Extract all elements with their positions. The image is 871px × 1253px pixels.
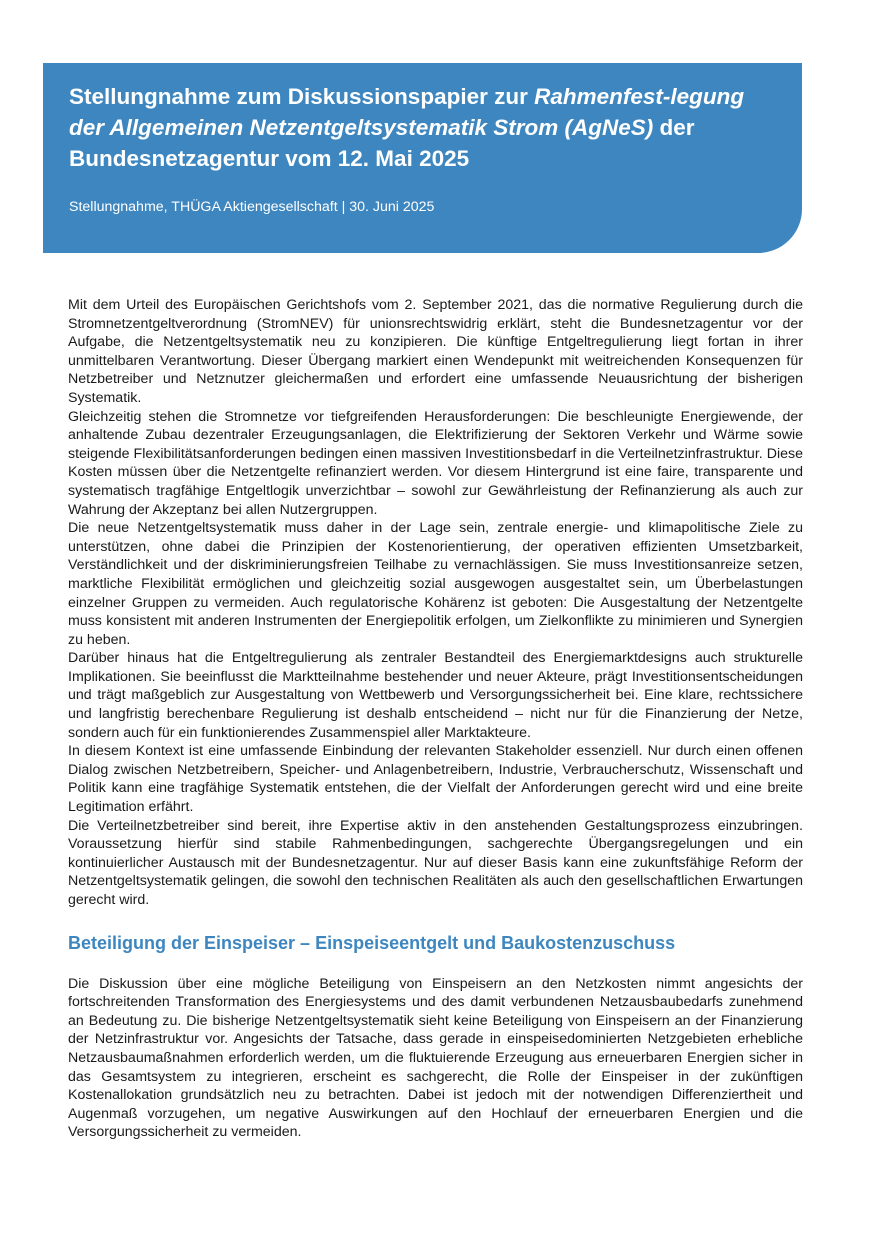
title-part-1: Stellungnahme zum Diskussionspapier zur — [69, 84, 535, 109]
paragraph-4: Darüber hinaus hat die Entgeltregulierung als zentraler Bestandteil des Energiemarktdesigns auch strukturelle Implikationen. Sie beeinflusst die Marktteilnahme bestehender und neuer Akteure, prägt Investitionsentscheidungen und trägt maßgeblich zur Ausgestaltung von Wettbewerb und Versorgungssicherheit bei. Eine klare, rechtssichere und langfristig berechenbare Regulierung ist deshalb entscheidend – nicht nur für die Finanzierung der Netze, sondern auch für ein funktionierendes Zusammenspiel aller Marktakteure. — [68, 650, 803, 741]
section-paragraph: Die Diskussion über eine mögliche Beteiligung von Einspeisern an den Netzkosten nimmt angesichts der fortschreitenden Transformation des Energiesystems und des damit verbundenen Netzausbaubedarfs zunehmend an Bedeutung zu. Die bisherige Netzentgeltsystematik sieht keine Beteiligung von Einspeisern an der Finanzierung der Netzinfrastruktur vor. Angesichts der Tatsache, dass gerade in einspeisedominierten Netzgebieten erhebliche Netzausbaumaßnahmen erforderlich werden, um die fluktuierende Erzeugung aus erneuerbaren Energien sicher in das Gesamtsystem zu integrieren, erscheint es sachgerecht, die Rolle der Einspeiser in der zukünftigen Kostenallokation grundsätzlich neu zu betrachten. Dabei ist jedoch mit der notwendigen Differenziertheit und Augenmaß vorzugehen, um negative Auswirkungen auf den Hochlauf der erneuerbaren Energien und die Versorgungssicherheit zu vermeiden. — [68, 975, 803, 1141]
paragraph-6: Die Verteilnetzbetreiber sind bereit, ihre Expertise aktiv in den anstehenden Gestaltungsprozess einzubringen. Voraussetzung hierfür sind stabile Rahmenbedingungen, sachgerechte Übergangsregelungen und ein kontinuierlicher Austausch mit der Bundesnetzagentur. Nur auf dieser Basis kann eine zukunftsfähige Reform der Netzentgeltsystematik gelingen, die sowohl den technischen Realitäten als auch den gesellschaftlichen Erwartungen gerecht wird. — [68, 817, 803, 908]
paragraph-3: Die neue Netzentgeltsystematik muss daher in der Lage sein, zentrale energie- und klimapolitische Ziele zu unterstützen, ohne dabei die Prinzipien der Kostenorientierung, der operativen effizienten Umsetzbarkeit, Verständlichkeit und der diskriminierungsfreien Teilhabe zu vernachlässigen. Sie muss Investitionsanreize setzen, marktliche Flexibilität ermöglichen und gleichzeitig sozial ausgewogen ausgestaltet sein, um Überbelastungen einzelner Gruppen zu vermeiden. Auch regulatorische Kohärenz ist geboten: Die Ausgestaltung der Netzentgelte muss konsistent mit anderen Instrumenten der Energiepolitik erfolgen, um Zielkonflikte zu minimieren und Synergien zu heben. — [68, 520, 803, 648]
paragraph-1: Mit dem Urteil des Europäischen Gerichtshofs vom 2. September 2021, das die normative Regulierung durch die Stromnetzentgeltverordnung (StromNEV) für unionsrechtswidrig erklärt, steht die Bundesnetzagentur vor der Aufgabe, die Netzentgeltsystematik neu zu konzipieren. Die künftige Entgeltregulierung liegt fortan in ihrer unmittelbaren Verantwortung. Dieser Übergang markiert einen Wendepunkt mit weitreichenden Konsequenzen für Netzbetreiber und Netznutzer gleichermaßen und erfordert eine umfassende Neuausrichtung der bisherigen Systematik. — [68, 297, 803, 406]
paragraph-2: Gleichzeitig stehen die Stromnetze vor tiefgreifenden Herausforderungen: Die beschleunigte Energiewende, der anhaltende Zubau dezentraler Erzeugungsanlagen, die Elektrifizierung der Sektoren Verkehr und Wärme sowie steigende Flexibilitätsanforderungen bedingen einen massiven Investitionsbedarf in die Verteilnetzinfrastruktur. Diese Kosten müssen über die Netzentgelte refinanziert werden. Vor diesem Hintergrund ist eine faire, transparente und systematisch tragfähige Entgeltlogik unverzichtbar – sowohl zur Gewährleistung der Refinanzierung als auch zur Wahrung der Akzeptanz bei allen Nutzergruppen. — [68, 408, 803, 518]
document-subtitle: Stellungnahme, THÜGA Aktiengesellschaft | 30. Juni 2025 — [69, 199, 435, 215]
document-body — [68, 296, 803, 1142]
title-part-3: der Bundesnetzagentur vom 12. Mai 2025 — [69, 115, 695, 171]
paragraph-5: In diesem Kontext ist eine umfassende Einbindung der relevanten Stakeholder essenziell. Nur durch einen offenen Dialog zwischen Netzbetreibern, Speicher- und Anlagenbetreibern, Industrie, Verbraucherschutz, Wissenschaft und Politik kann eine tragfähige Systematik entstehen, die der Vielfalt der Anforderungen gerecht wird und eine breite Legitimation erfährt. — [68, 743, 803, 816]
title-italic-part: Rahmenfest-legung der Allgemeinen Netzentgeltsystematik Strom (AgNeS) — [69, 84, 745, 140]
document-title — [69, 81, 776, 174]
section-heading: Beteiligung der Einspeiser – Einspeiseentgelt und Baukostenzuschuss — [68, 932, 676, 953]
title-banner — [43, 63, 802, 253]
